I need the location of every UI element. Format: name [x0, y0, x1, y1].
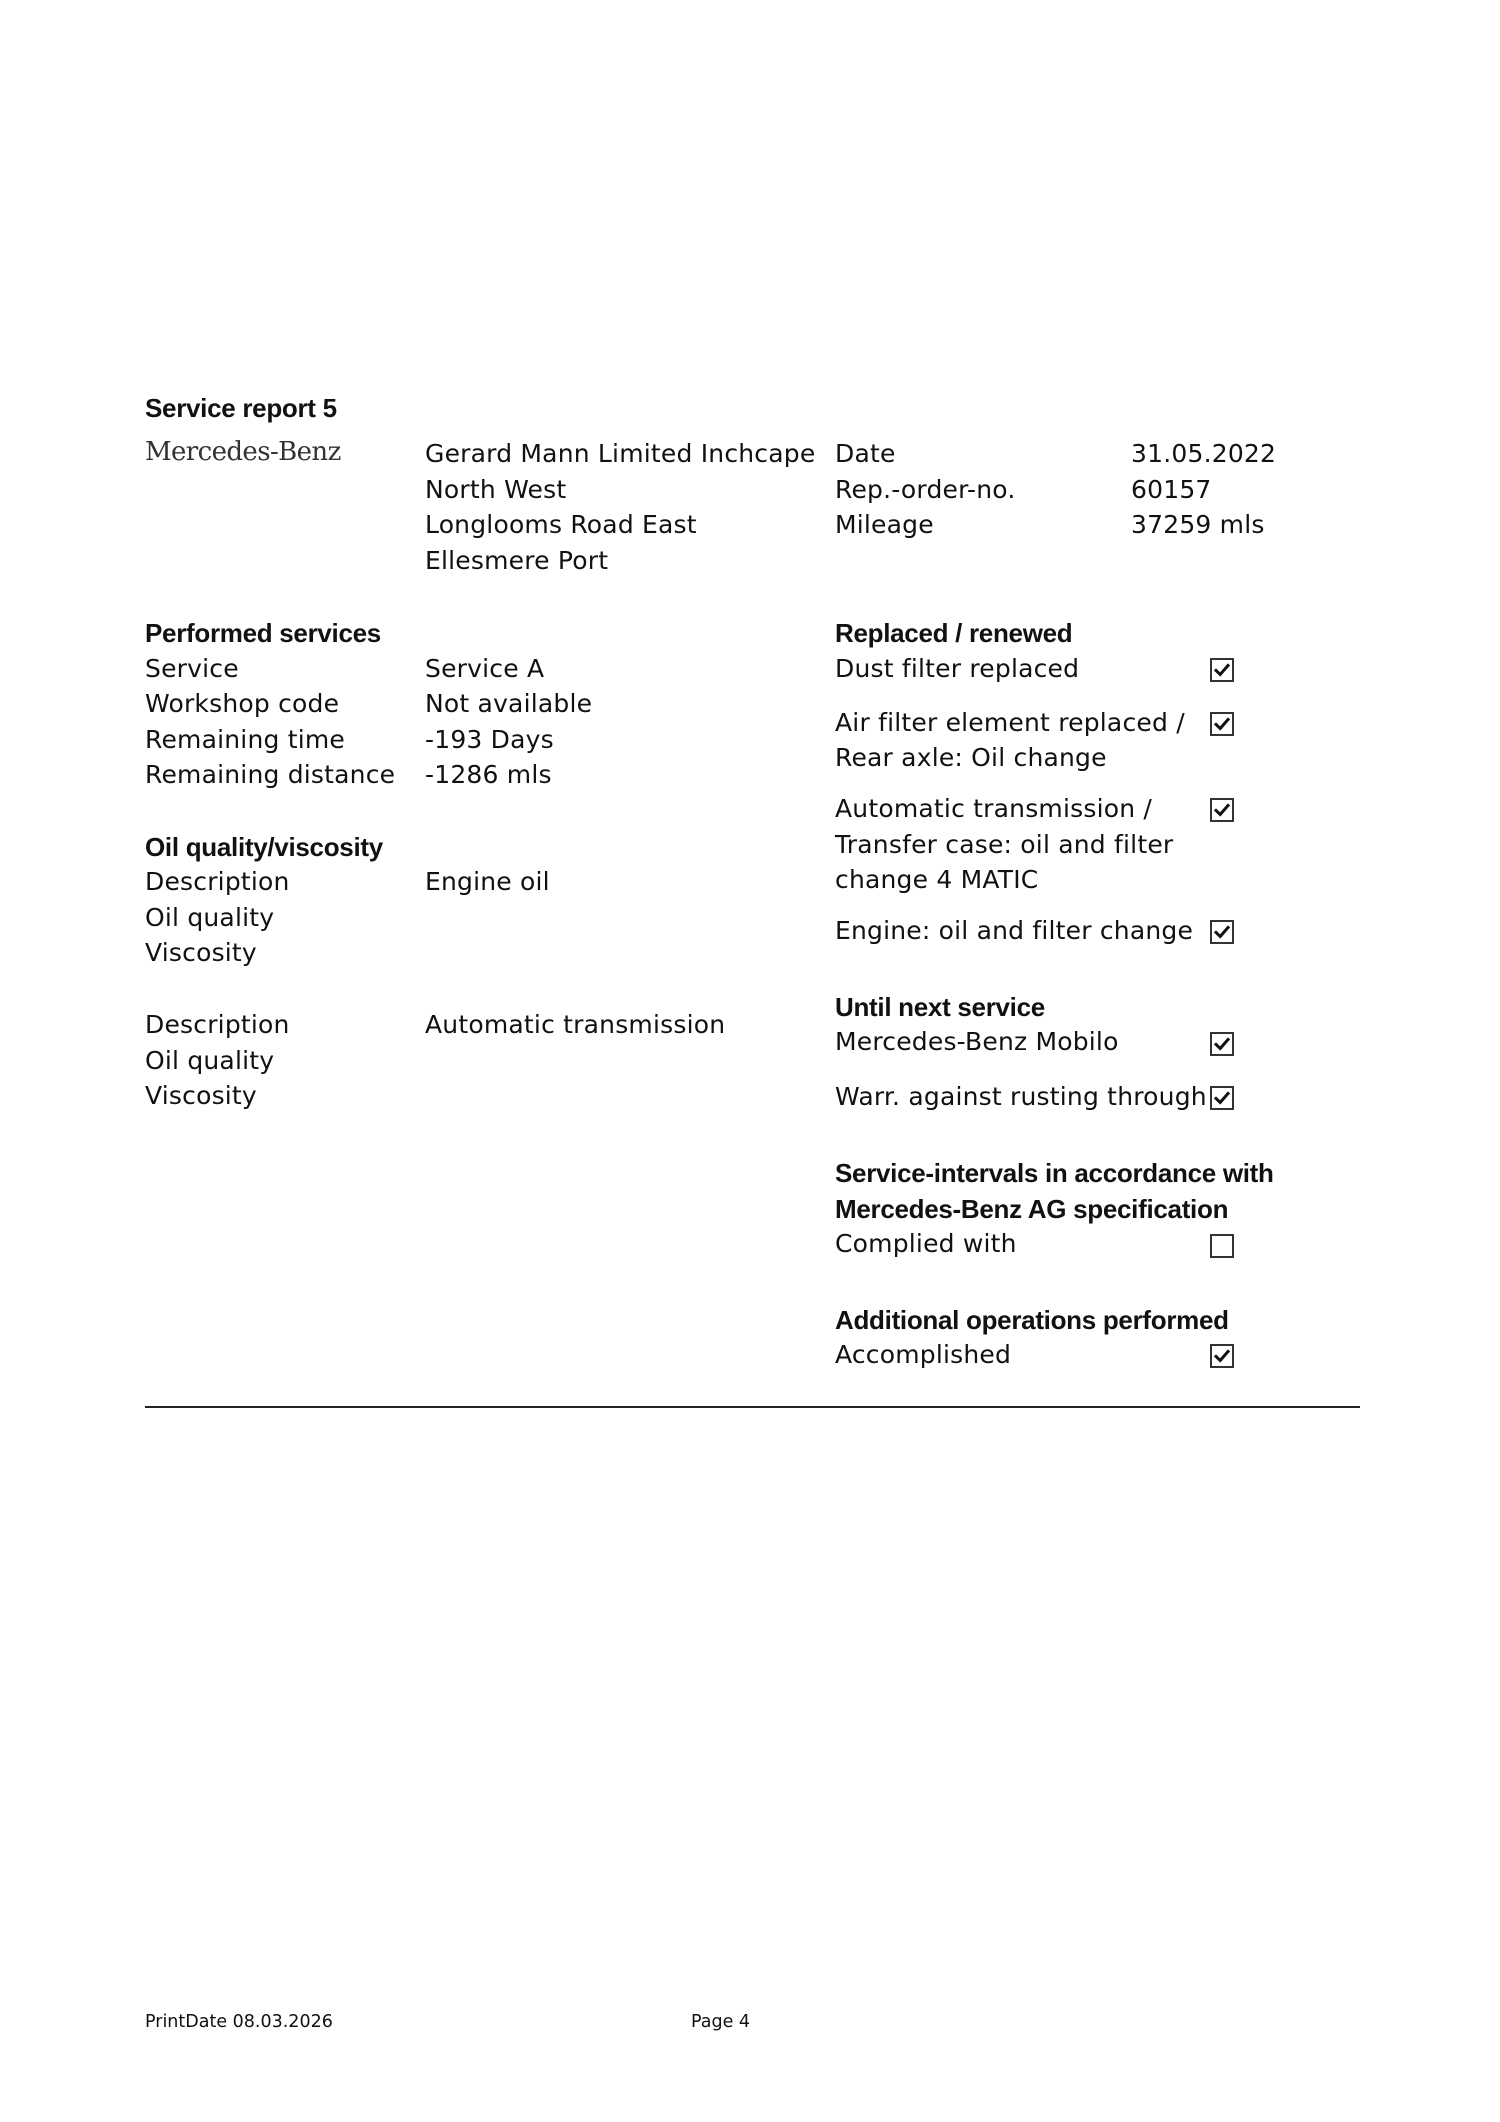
rust-warranty-label: Warr. against rusting through	[835, 1082, 1207, 1111]
transmission-service-label-line3: change 4 MATIC	[835, 865, 1039, 894]
accomplished-checkbox	[1210, 1344, 1234, 1368]
section-divider	[145, 1406, 1360, 1408]
dealer-line: Longlooms Road East	[425, 510, 697, 539]
mileage-label: Mileage	[835, 510, 934, 539]
replaced-renewed-heading: Replaced / renewed	[835, 618, 1073, 648]
rust-warranty-checkbox	[1210, 1086, 1234, 1110]
engine-oil-change-label: Engine: oil and filter change	[835, 916, 1194, 945]
rep-order-value: 60157	[1131, 475, 1212, 504]
checkmark-icon	[1213, 1347, 1231, 1365]
report-title: Service report 5	[145, 393, 337, 423]
service-intervals-heading-line2: Mercedes-Benz AG specification	[835, 1194, 1229, 1224]
dust-filter-checkbox	[1210, 658, 1234, 682]
mobilo-label: Mercedes-Benz Mobilo	[835, 1027, 1119, 1056]
dealer-line: North West	[425, 475, 567, 504]
dealer-line: Gerard Mann Limited Inchcape	[425, 439, 816, 468]
dust-filter-label: Dust filter replaced	[835, 654, 1080, 683]
transmission-viscosity-label: Viscosity	[145, 1081, 257, 1110]
viscosity-label: Viscosity	[145, 938, 257, 967]
remaining-time-value: -193 Days	[425, 725, 554, 754]
oil-description-label: Description	[145, 867, 290, 896]
checkmark-icon	[1213, 801, 1231, 819]
checkmark-icon	[1213, 1035, 1231, 1053]
transmission-service-label-line2: Transfer case: oil and filter	[835, 830, 1174, 859]
workshop-code-label: Workshop code	[145, 689, 340, 718]
transmission-description-label: Description	[145, 1010, 290, 1039]
transmission-service-checkbox	[1210, 798, 1234, 822]
transmission-description-value: Automatic transmission	[425, 1010, 726, 1039]
service-label: Service	[145, 654, 239, 683]
air-filter-label-line2: Rear axle: Oil change	[835, 743, 1107, 772]
checkmark-icon	[1213, 715, 1231, 733]
checkmark-icon	[1213, 923, 1231, 941]
remaining-time-label: Remaining time	[145, 725, 345, 754]
mercedes-benz-logo: Mercedes-Benz	[145, 437, 341, 467]
air-filter-label-line1: Air filter element replaced /	[835, 708, 1185, 737]
performed-services-heading: Performed services	[145, 618, 381, 648]
oil-quality-heading: Oil quality/viscosity	[145, 832, 383, 862]
accomplished-label: Accomplished	[835, 1340, 1012, 1369]
transmission-service-label-line1: Automatic transmission /	[835, 794, 1153, 823]
page-number: Page 4	[691, 2012, 751, 2032]
checkmark-icon	[1213, 1089, 1231, 1107]
remaining-distance-value: -1286 mls	[425, 760, 552, 789]
checkmark-icon	[1213, 661, 1231, 679]
service-value: Service A	[425, 654, 545, 683]
date-label: Date	[835, 439, 896, 468]
transmission-oil-quality-label: Oil quality	[145, 1046, 275, 1075]
date-value: 31.05.2022	[1131, 439, 1277, 468]
mileage-value: 37259 mls	[1131, 510, 1265, 539]
rep-order-label: Rep.-order-no.	[835, 475, 1016, 504]
workshop-code-value: Not available	[425, 689, 593, 718]
air-filter-checkbox	[1210, 712, 1234, 736]
mobilo-checkbox	[1210, 1032, 1234, 1056]
dealer-line: Ellesmere Port	[425, 546, 609, 575]
oil-quality-label: Oil quality	[145, 903, 275, 932]
engine-oil-change-checkbox	[1210, 920, 1234, 944]
print-date: PrintDate 08.03.2026	[145, 2012, 333, 2032]
remaining-distance-label: Remaining distance	[145, 760, 396, 789]
until-next-service-heading: Until next service	[835, 992, 1045, 1022]
additional-operations-heading: Additional operations performed	[835, 1305, 1229, 1335]
complied-with-checkbox	[1210, 1234, 1234, 1258]
oil-description-value: Engine oil	[425, 867, 550, 896]
service-intervals-heading-line1: Service-intervals in accordance with	[835, 1158, 1274, 1188]
complied-with-label: Complied with	[835, 1229, 1017, 1258]
